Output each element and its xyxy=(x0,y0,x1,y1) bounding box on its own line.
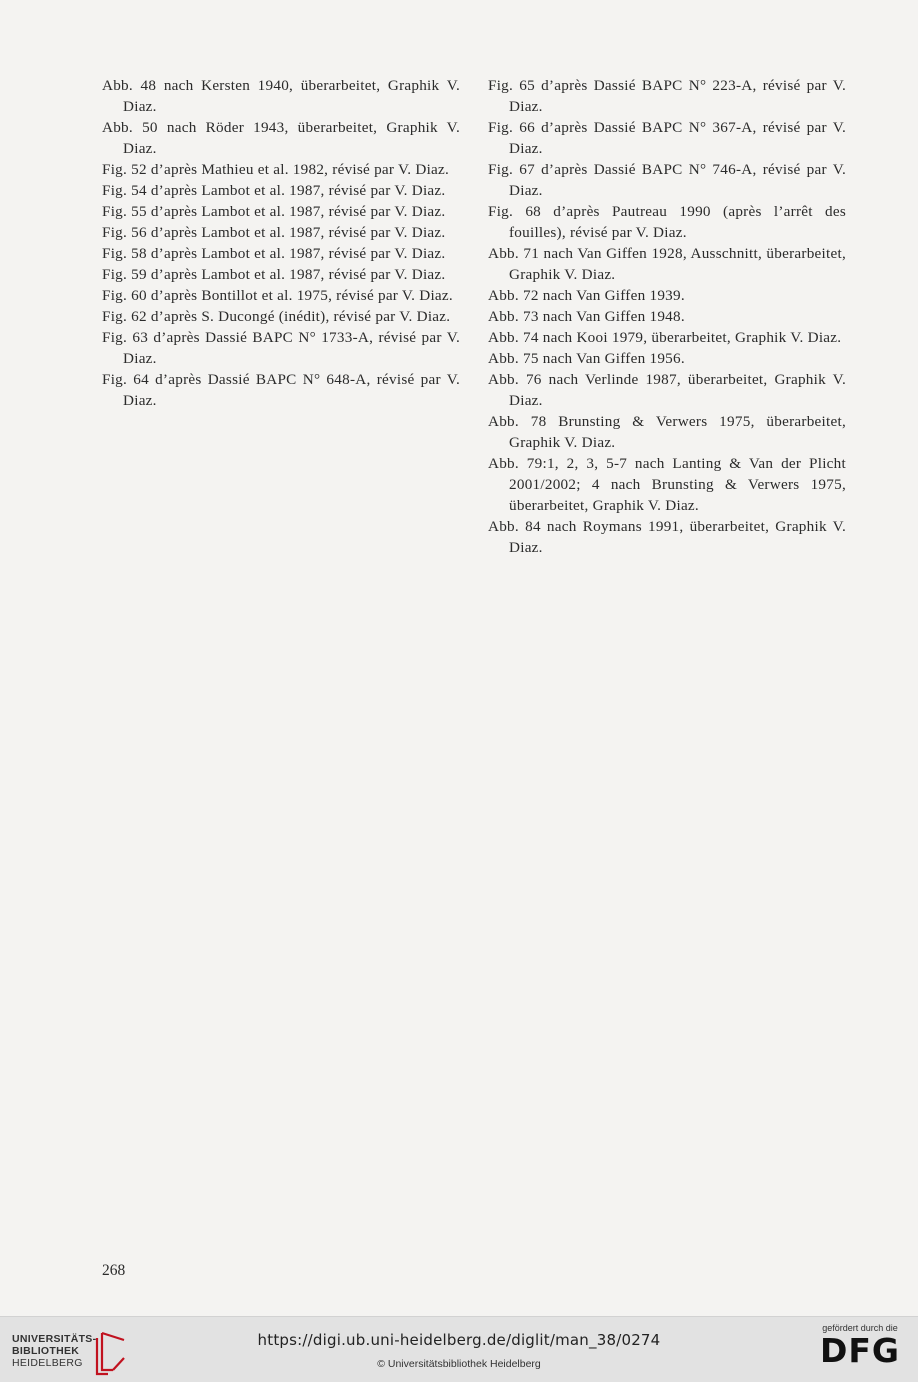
reference-entry: Abb. 48 nach Kersten 1940, überarbeitet, Graphik V. Diaz. xyxy=(102,77,460,115)
reference-entry: Fig. 55 d’après Lambot et al. 1987, révisé par V. Diaz. xyxy=(102,203,446,220)
reference-entry: Fig. 67 d’après Dassié BAPC N° 746-A, révisé par V. Diaz. xyxy=(488,161,846,199)
reference-entry: Fig. 68 d’après Pautreau 1990 (après l’arrêt des fouilles), révisé par V. Diaz. xyxy=(488,203,846,241)
dfg-logo: DFG xyxy=(819,1331,901,1370)
reference-entry: Abb. 75 nach Van Giffen 1956. xyxy=(488,350,685,367)
reference-entry: Abb. 71 nach Van Giffen 1928, Ausschnitt, überarbeitet, Graphik V. Diaz. xyxy=(488,245,846,283)
library-name-line: BIBLIOTHEK xyxy=(12,1345,80,1357)
reference-entry: Fig. 58 d’après Lambot et al. 1987, révisé par V. Diaz. xyxy=(102,245,446,262)
reference-entry: Fig. 56 d’après Lambot et al. 1987, révisé par V. Diaz. xyxy=(102,224,446,241)
permalink-url[interactable]: https://digi.ub.uni-heidelberg.de/diglit/man_38/0274 xyxy=(257,1331,661,1349)
reference-entry: Fig. 52 d’après Mathieu et al. 1982, révisé par V. Diaz. xyxy=(102,161,450,178)
reference-entry: Abb. 79:1, 2, 3, 5-7 nach Lanting & Van der Plicht 2001/2002; 4 nach Brunsting & Verwers 1975, überarbeitet, Graphik V. Diaz. xyxy=(488,455,846,514)
library-name-line: HEIDELBERG xyxy=(12,1357,83,1369)
funder-block[interactable] xyxy=(812,1323,908,1369)
reference-entry: Fig. 60 d’après Bontillot et al. 1975, révisé par V. Diaz. xyxy=(102,287,453,304)
reference-entry: Fig. 54 d’après Lambot et al. 1987, révisé par V. Diaz. xyxy=(102,182,446,199)
references-right-column xyxy=(488,75,846,558)
reference-entry: Abb. 72 nach Van Giffen 1939. xyxy=(488,287,685,304)
reference-entry: Abb. 76 nach Verlinde 1987, überarbeitet, Graphik V. Diaz. xyxy=(488,371,846,409)
references-left-column xyxy=(102,75,460,411)
reference-entry: Fig. 64 d’après Dassié BAPC N° 648-A, révisé par V. Diaz. xyxy=(102,371,460,409)
reference-entry: Abb. 74 nach Kooi 1979, überarbeitet, Graphik V. Diaz. xyxy=(488,329,842,346)
reference-entry: Fig. 59 d’après Lambot et al. 1987, révisé par V. Diaz. xyxy=(102,266,446,283)
reference-entry: Fig. 63 d’après Dassié BAPC N° 1733-A, révisé par V. Diaz. xyxy=(102,329,460,367)
digitization-footer xyxy=(0,1316,918,1382)
reference-entry: Abb. 50 nach Röder 1943, überarbeitet, Graphik V. Diaz. xyxy=(102,119,460,157)
reference-entry: Fig. 66 d’après Dassié BAPC N° 367-A, révisé par V. Diaz. xyxy=(488,119,846,157)
reference-entry: Abb. 73 nach Van Giffen 1948. xyxy=(488,308,685,325)
reference-entry: Abb. 78 Brunsting & Verwers 1975, überarbeitet, Graphik V. Diaz. xyxy=(488,413,846,451)
reference-entry: Fig. 62 d’après S. Ducongé (inédit), révisé par V. Diaz. xyxy=(102,308,451,325)
funder-caption: gefördert durch die xyxy=(822,1323,898,1333)
page-number: 268 xyxy=(102,1262,126,1279)
reference-entry: Abb. 84 nach Roymans 1991, überarbeitet, Graphik V. Diaz. xyxy=(488,518,846,556)
library-name-line: UNIVERSITÄTS- xyxy=(12,1333,97,1345)
reference-entry: Fig. 65 d’après Dassié BAPC N° 223-A, révisé par V. Diaz. xyxy=(488,77,846,115)
copyright-notice: © Universitätsbibliothek Heidelberg xyxy=(377,1358,541,1370)
